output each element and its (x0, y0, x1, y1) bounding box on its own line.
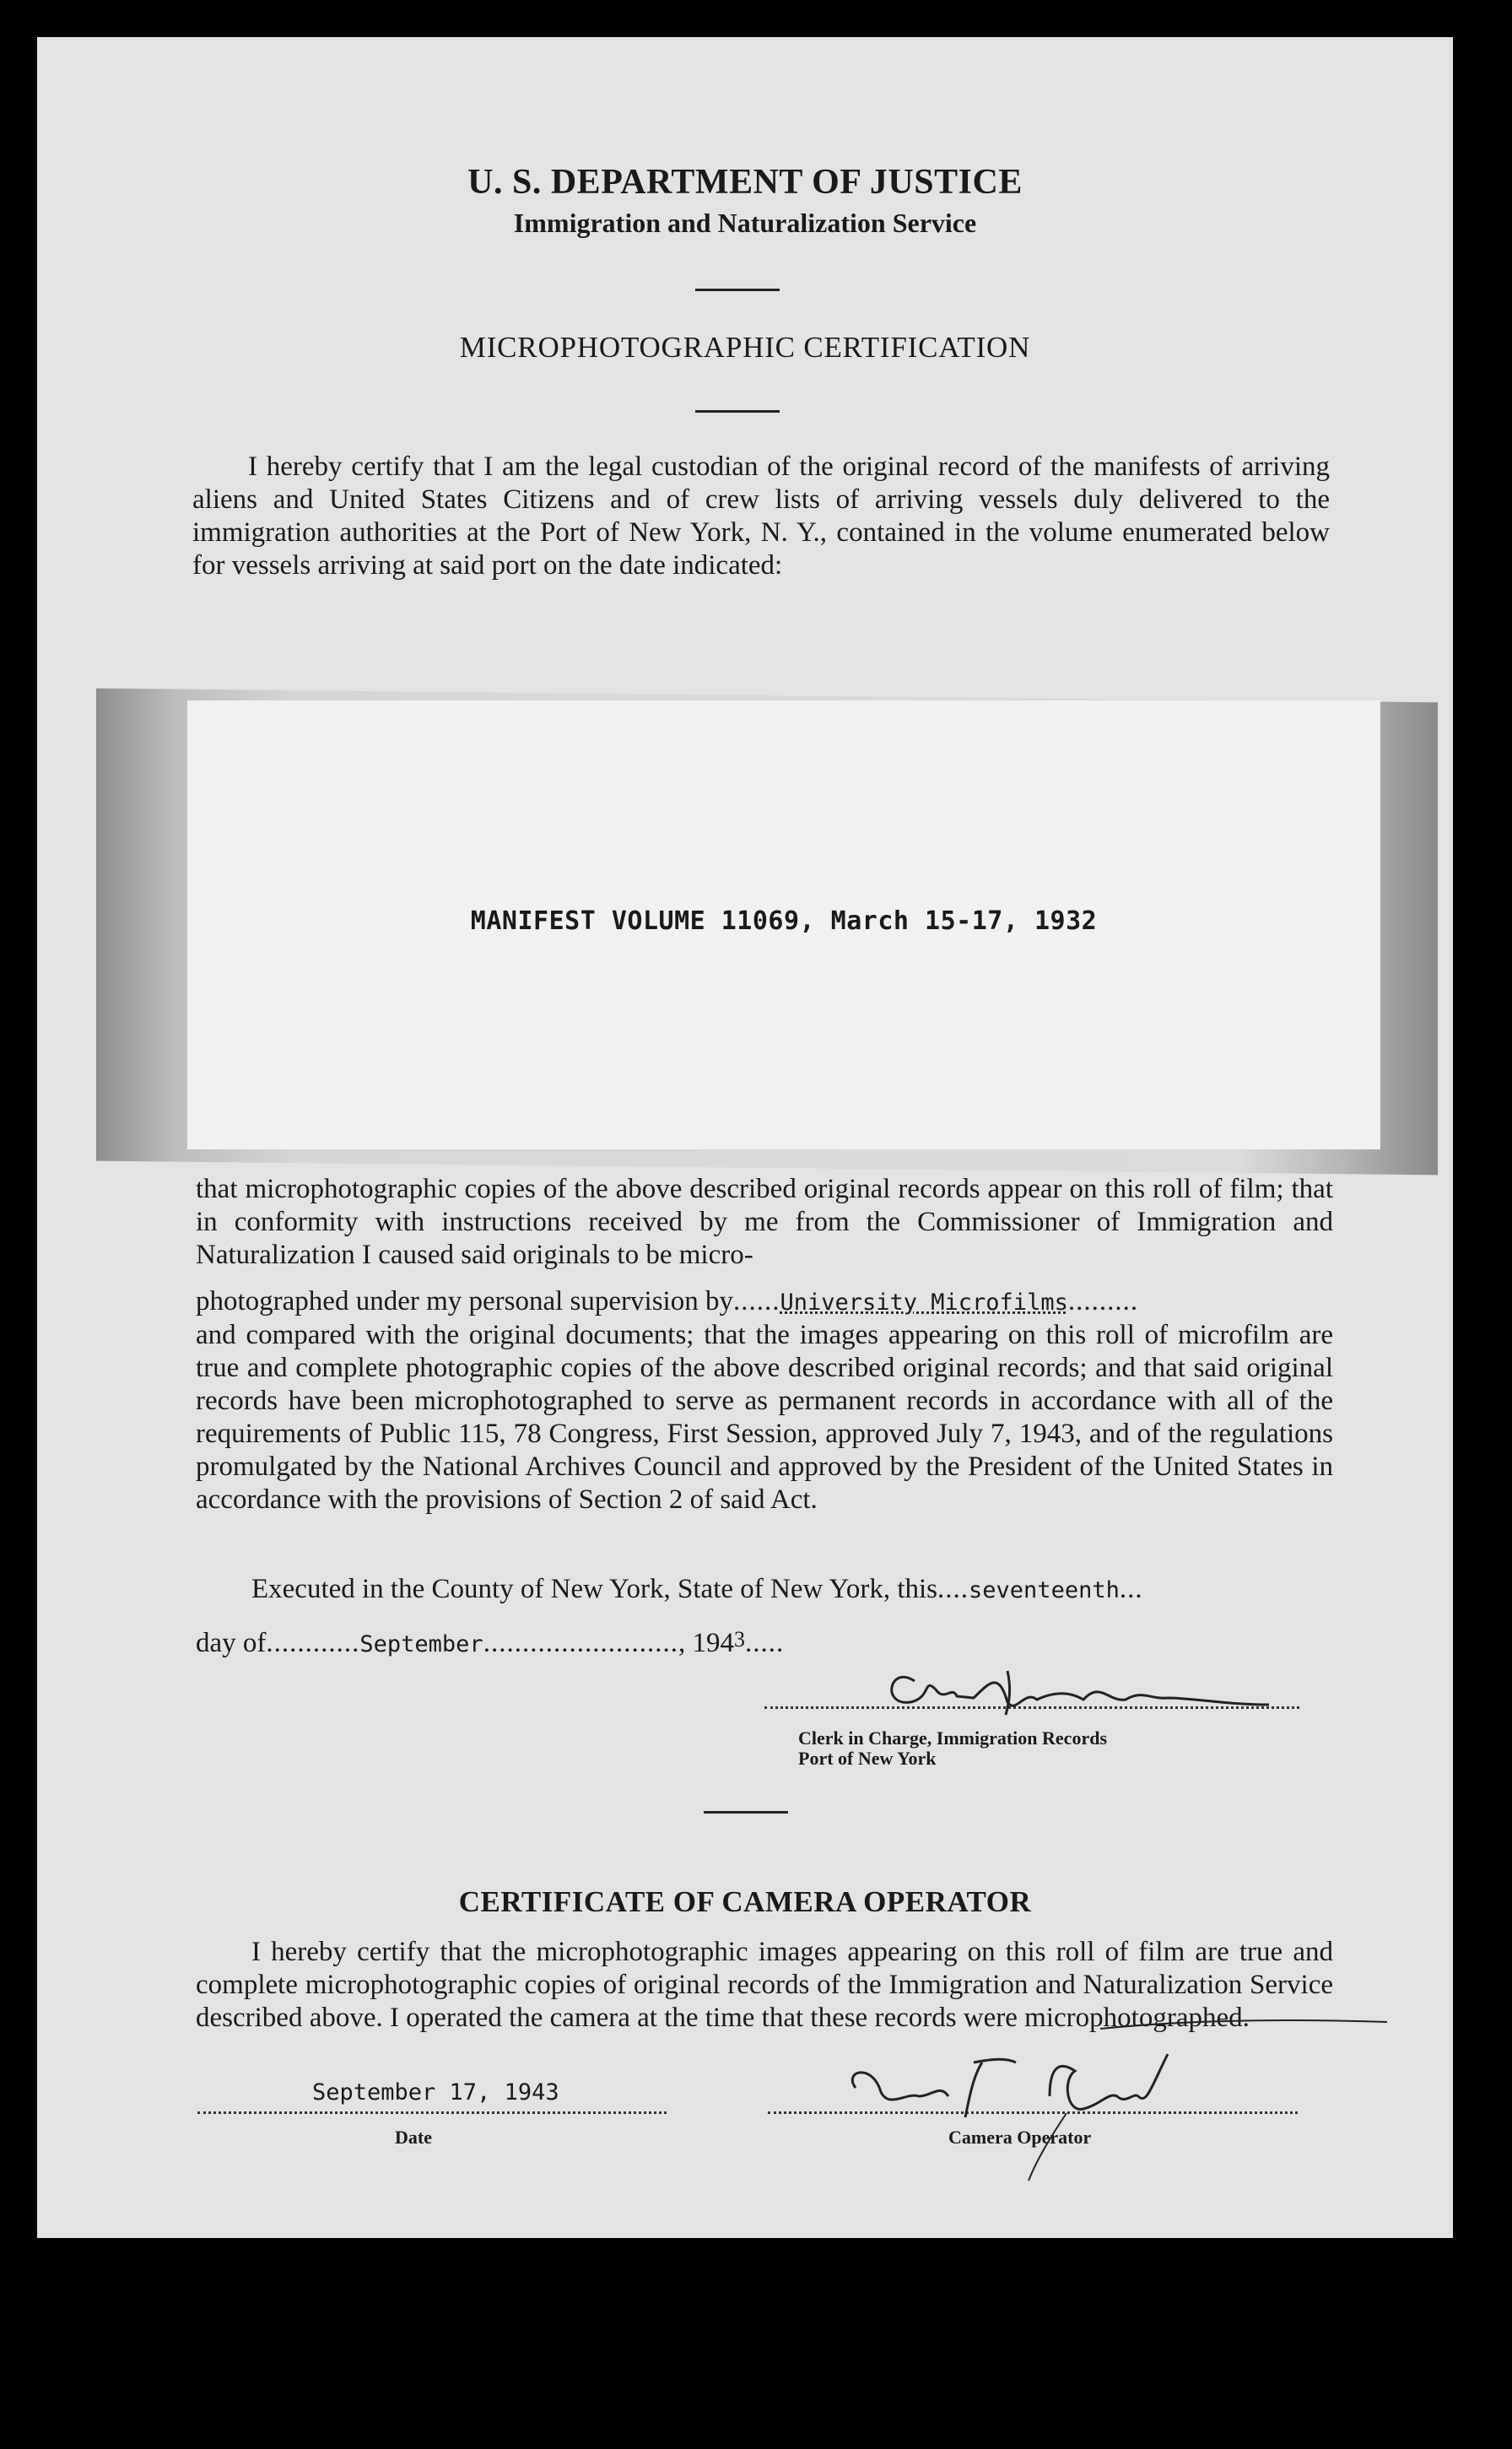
clerk-title (798, 1728, 1107, 1769)
dotted-leader: ......................... (483, 1628, 678, 1658)
body-paragraph (196, 1173, 1333, 1516)
certificate-page (37, 37, 1453, 2238)
intro-text: I hereby certify that I am the legal custodian of the original record of the manifests of arriving aliens and United States Citizens and of crew lists of arriving vessels duly delivered to the immigration authorities at the Port of New York, N. Y., contained in the volume enumerated below for vessels arriving at said port on the date indicated: (192, 451, 1330, 581)
camera-operator-label: Camera Operator (948, 2127, 1092, 2148)
department-heading: U. S. DEPARTMENT OF JUSTICE (467, 163, 1023, 202)
execution-day: seventeenth (969, 1577, 1120, 1603)
manifest-volume-text: MANIFEST VOLUME 11069, March 15-17, 1932 (470, 906, 1098, 936)
execution-month: September (359, 1631, 483, 1657)
dotted-leader: ............ (266, 1628, 360, 1658)
supervision-prefix: photographed under my personal supervision by (196, 1286, 733, 1316)
camera-operator-signature (847, 2012, 1438, 2181)
dotted-leader: ...... (732, 1286, 780, 1316)
year-digit: 3 (733, 1627, 745, 1652)
body-text-2: and compared with the original documents; that the images appearing on this roll of microfilm are true and complete photographic copies of the above described original records; and that said original records have been microphotographed to serve as permanent records in accordance with all of the requirements of Public 115, 78 Congress, First Session, approved July 7, 1943, and of the regulations promulgated by the National Archives Council and approved by the President of the United States in accordance with the provisions of Section 2 of said Act. (196, 1320, 1333, 1515)
camera-certificate-title: CERTIFICATE OF CAMERA OPERATOR (458, 1885, 1032, 1918)
clerk-signature (872, 1656, 1294, 1723)
year-prefix: , 194 (678, 1628, 734, 1658)
divider-rule (695, 289, 780, 291)
execution-line (196, 1573, 1333, 1661)
intro-paragraph (192, 451, 1330, 582)
day-of-label: day of (196, 1628, 267, 1658)
execution-prefix: Executed in the County of New York, State of New York, this (251, 1574, 938, 1604)
divider-rule (704, 1811, 788, 1814)
certification-title: MICROPHOTOGRAPHIC CERTIFICATION (459, 331, 1031, 364)
manifest-insert-slip (187, 700, 1380, 1149)
clerk-title-line1: Clerk in Charge, Immigration Records (798, 1727, 1108, 1749)
camera-certificate-text: I hereby certify that the microphotographic images appearing on this roll of film are true and complete microphotographic copies of original records of the Immigration and Naturalization Service described above. I operated the camera at the time that these records were microphotographed. (196, 1937, 1333, 2033)
dotted-leader: ......... (1067, 1286, 1139, 1316)
date-line (197, 2111, 667, 2114)
divider-rule (695, 410, 780, 413)
supervision-line (196, 1285, 1333, 1319)
date-label: Date (395, 2127, 432, 2148)
dotted-leader: ..... (744, 1628, 785, 1658)
certificate-date: September 17, 1943 (312, 2079, 559, 2106)
body-text-1: that microphotographic copies of the above described original records appear on this roll of film; that in conformity with instructions received by me from the Commissioner of Immigration and Naturalization I caused said originals to be micro- (196, 1174, 1333, 1270)
clerk-title-line2: Port of New York (798, 1748, 937, 1769)
supervisor-name: University Microfilms (780, 1289, 1068, 1316)
dotted-leader: .... (937, 1574, 969, 1604)
dotted-leader: ... (1119, 1574, 1143, 1604)
service-subheading: Immigration and Naturalization Service (513, 208, 977, 238)
